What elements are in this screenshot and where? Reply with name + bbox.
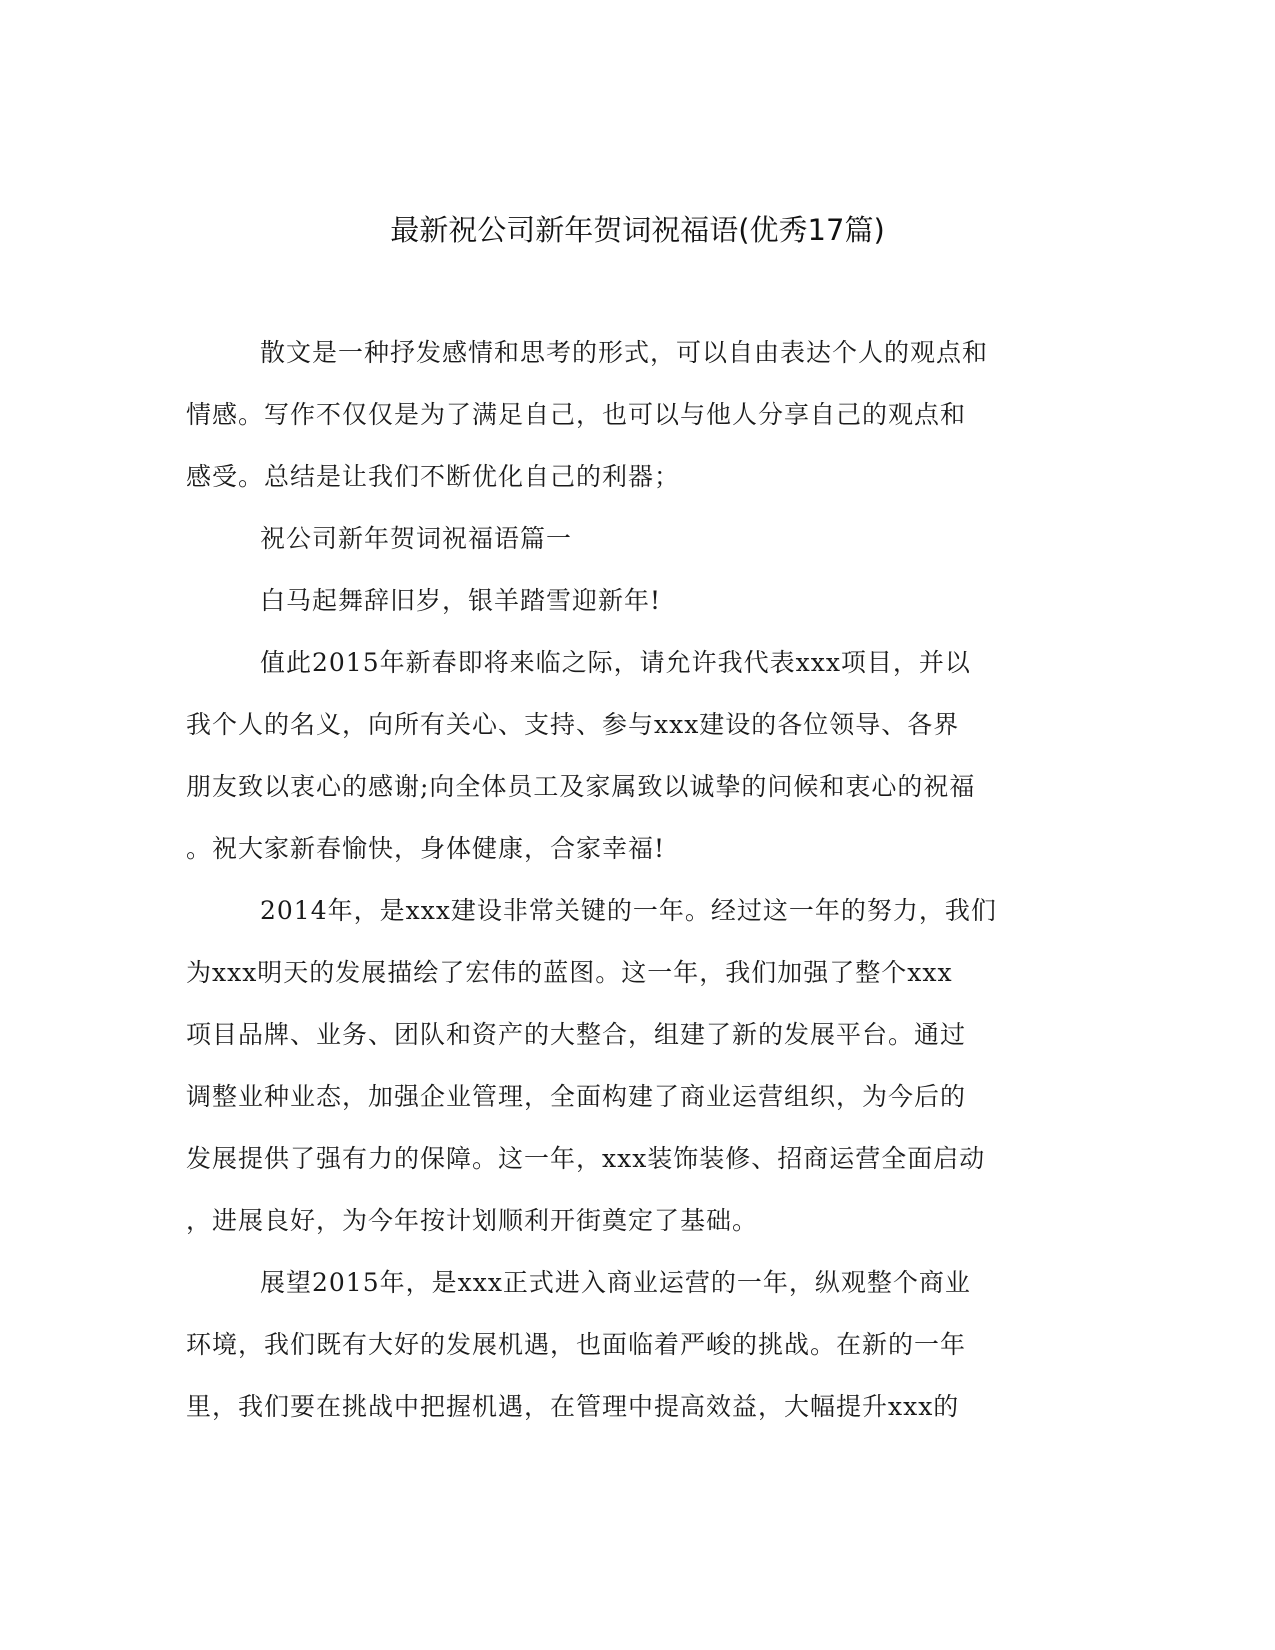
document-body xyxy=(186,322,1062,1438)
body-line: 朋友致以衷心的感谢;向全体员工及家属致以诚挚的问候和衷心的祝福 xyxy=(186,772,976,801)
body-line: 散文是一种抒发感情和思考的形式，可以自由表达个人的观点和 xyxy=(260,338,989,367)
body-line: 值此2015年新春即将来临之际，请允许我代表xxx项目，并以 xyxy=(260,648,971,677)
body-line: 里，我们要在挑战中把握机遇，在管理中提高效益，大幅提升xxx的 xyxy=(186,1392,960,1421)
body-line: 。祝大家新春愉快，身体健康，合家幸福! xyxy=(186,834,666,863)
body-line: 项目品牌、业务、团队和资产的大整合，组建了新的发展平台。通过 xyxy=(186,1020,967,1049)
body-line: 2014年，是xxx建设非常关键的一年。经过这一年的努力，我们 xyxy=(260,896,997,925)
body-line: 白马起舞辞旧岁，银羊踏雪迎新年! xyxy=(260,586,662,615)
body-line: ，进展良好，为今年按计划顺利开街奠定了基础。 xyxy=(186,1206,759,1235)
body-line: 情感。写作不仅仅是为了满足自己，也可以与他人分享自己的观点和 xyxy=(186,400,967,429)
body-line: 展望2015年，是xxx正式进入商业运营的一年，纵观整个商业 xyxy=(260,1268,971,1297)
body-line: 环境，我们既有大好的发展机遇，也面临着严峻的挑战。在新的一年 xyxy=(186,1330,967,1359)
section-heading: 祝公司新年贺词祝福语篇一 xyxy=(260,524,573,553)
body-line: 感受。总结是让我们不断优化自己的利器； xyxy=(186,462,681,491)
document-title: 最新祝公司新年贺词祝福语(优秀17篇) xyxy=(390,213,885,247)
body-line: 发展提供了强有力的保障。这一年，xxx装饰装修、招商运营全面启动 xyxy=(186,1144,986,1173)
body-line: 我个人的名义，向所有关心、支持、参与xxx建设的各位领导、各界 xyxy=(186,710,960,739)
body-line: 为xxx明天的发展描绘了宏伟的蓝图。这一年，我们加强了整个xxx xyxy=(186,958,953,987)
body-line: 调整业种业态，加强企业管理，全面构建了商业运营组织，为今后的 xyxy=(186,1082,967,1111)
